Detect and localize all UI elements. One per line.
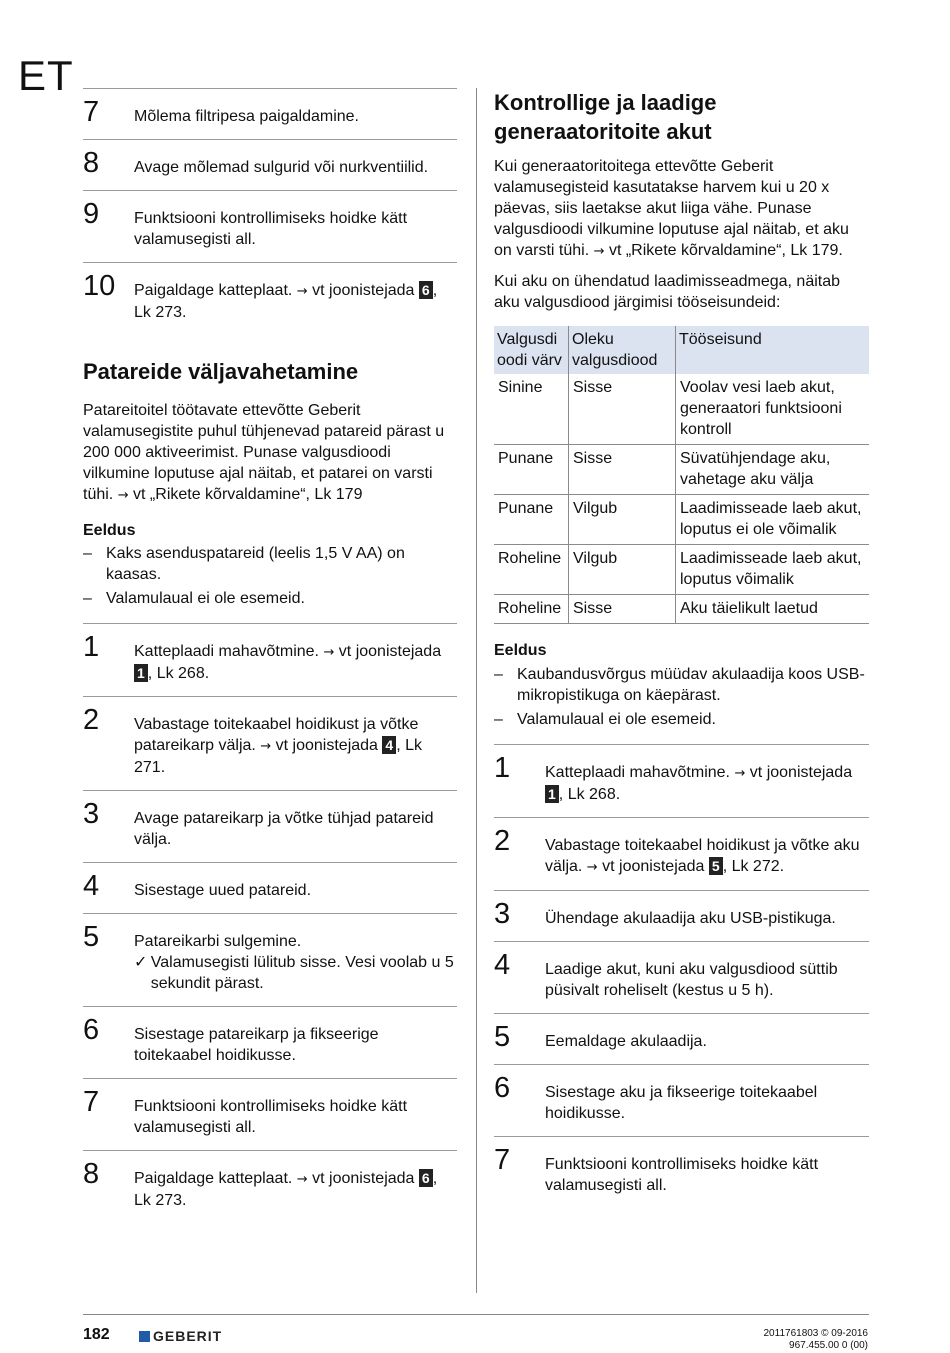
table-cell: Sisse: [569, 374, 676, 445]
step-number: 7: [83, 96, 100, 128]
list-item-text: Kaubandusvõrgus müüdav akulaadija koos USB-mikropistikuga on käepärast.: [517, 666, 865, 704]
step-text-part: Paigaldage katteplaat.: [134, 1170, 297, 1187]
step-item: [494, 1136, 869, 1208]
step-result: [134, 952, 457, 994]
step-text-part: Paigaldage katteplaat.: [134, 282, 297, 299]
step-text-part: Katteplaadi mahavõtmine.: [545, 764, 735, 781]
figure-reference[interactable]: 4: [382, 736, 396, 754]
step-text-part: vt joonistejada: [307, 282, 419, 299]
step-text-part: vt joonistejada: [745, 764, 853, 781]
arrow-right-icon: →: [734, 766, 746, 781]
table-row: [494, 374, 869, 445]
dash-bullet: –: [494, 666, 503, 683]
step-number: 1: [494, 752, 511, 784]
step-text: Sisestage patareikarp ja fikseerige toitekaabel hoidikusse.: [134, 1026, 379, 1064]
step-item: [494, 941, 869, 1013]
step-text-part: , Lk 273.: [134, 282, 438, 321]
dash-bullet: –: [83, 545, 92, 562]
column-header: Valgusdi oodi värv: [494, 326, 569, 374]
step-item: [83, 913, 457, 1006]
table-row: [494, 495, 869, 545]
intro-paragraph: [83, 400, 457, 506]
step-text: Funktsiooni kontrollimiseks hoidke kätt valamusegisti all.: [545, 1156, 819, 1194]
step-text-part: vt joonistejada: [334, 643, 442, 660]
document-version: 967.455.00 0 (00): [789, 1340, 868, 1351]
table-cell: Vilgub: [569, 495, 676, 545]
step-item: [83, 1150, 457, 1223]
step-text: Laadige akut, kuni aku valgusdiood süttib püsivalt roheliselt (kestus u 5 h).: [545, 961, 838, 999]
step-number: 3: [494, 898, 511, 930]
step-text-part: Vabastage toitekaabel hoidikust ja võtke patareikarp välja.: [134, 716, 419, 754]
arrow-right-icon: →: [323, 645, 335, 660]
step-text: [134, 271, 457, 323]
table-cell: Aku täielikult laetud: [676, 595, 870, 624]
prerequisite-list: [83, 543, 457, 609]
step-text: Avage patareikarp ja võtke tühjad patareid välja.: [134, 810, 434, 848]
step-text: Eemaldage akulaadija.: [545, 1033, 707, 1050]
intro-text: Kui generaatoritoitega ettevõtte Geberit valamusegisteid kasutatakse harvem kui u 20 x päevas, siis laetakse akut liiga vähe. Punase valgusdioodi vilkumine loputuse ajal näitab, et aku on varsti tühi.: [494, 158, 849, 259]
dash-bullet: –: [83, 590, 92, 607]
cross-reference[interactable]: vt „Rikete kõrvaldamine“, Lk 179: [128, 486, 363, 503]
step-item: [83, 862, 457, 913]
step-item: [494, 890, 869, 941]
table-cell: Punane: [494, 495, 569, 545]
step-text: [134, 705, 457, 778]
status-table: [494, 326, 869, 624]
footer-divider: [83, 1314, 869, 1315]
step-text: Funktsiooni kontrollimiseks hoidke kätt valamusegisti all.: [134, 210, 408, 248]
list-item: [83, 588, 457, 609]
step-number: 1: [83, 631, 100, 663]
step-number: 8: [83, 147, 100, 179]
cross-reference[interactable]: vt „Rikete kõrvaldamine“, Lk 179.: [604, 242, 843, 259]
step-item: [494, 817, 869, 890]
section-title: Patareide väljavahetamine: [83, 359, 359, 384]
step-text: Ühendage akulaadija aku USB-pistikuga.: [545, 910, 836, 927]
step-text-part: Vabastage toitekaabel hoidikust ja võtke aku välja.: [545, 837, 860, 875]
step-number: 6: [494, 1072, 511, 1104]
step-item: [83, 190, 457, 262]
figure-reference[interactable]: 1: [134, 664, 148, 682]
step-item: [83, 623, 457, 696]
step-number: 5: [83, 921, 100, 953]
figure-reference[interactable]: 1: [545, 785, 559, 803]
prerequisite-list: [494, 664, 869, 730]
step-number: 7: [83, 1086, 100, 1118]
step-number: 9: [83, 198, 100, 230]
step-text: Mõlema filtripesa paigaldamine.: [134, 108, 359, 125]
step-number: 4: [83, 870, 100, 902]
table-cell: Sisse: [569, 595, 676, 624]
step-text-part: vt joonistejada: [271, 737, 383, 754]
arrow-right-icon: →: [296, 1172, 308, 1187]
step-text: [545, 826, 869, 878]
arrow-right-icon: →: [260, 739, 272, 754]
step-number: 2: [494, 825, 511, 857]
step-text: [134, 632, 457, 684]
table-cell: Vilgub: [569, 545, 676, 595]
list-item-text: Valamulaual ei ole esemeid.: [106, 590, 305, 607]
step-item: [83, 88, 457, 139]
step-number: 10: [83, 270, 116, 302]
step-text-part: , Lk 272.: [722, 858, 785, 875]
step-text: Sisestage aku ja fikseerige toitekaabel hoidikusse.: [545, 1084, 818, 1122]
geberit-logo: [139, 1328, 222, 1344]
list-item: [83, 543, 457, 585]
page-number: 182: [83, 1326, 110, 1343]
table-cell: Laadimisseade laeb akut, loputus ei ole võimalik: [676, 495, 870, 545]
step-item: [83, 696, 457, 790]
table-row: [494, 445, 869, 495]
table-cell: Sisse: [569, 445, 676, 495]
table-row: [494, 545, 869, 595]
step-number: 3: [83, 798, 100, 830]
table-cell: Sinine: [494, 374, 569, 445]
arrow-right-icon: →: [117, 488, 129, 503]
step-number: 2: [83, 704, 100, 736]
left-column: [83, 88, 457, 1223]
table-cell: Voolav vesi laeb akut, generaatori funktsiooni kontroll: [676, 374, 870, 445]
step-text-part: Katteplaadi mahavõtmine.: [134, 643, 324, 660]
step-item: [83, 262, 457, 335]
step-item: [83, 1006, 457, 1078]
column-header: Tööseisund: [676, 326, 870, 374]
logo-text: GEBERIT: [153, 1328, 223, 1344]
document-number: 2011761803 © 09-2016: [763, 1328, 868, 1339]
language-code: ET: [18, 52, 74, 99]
step-item: [83, 790, 457, 862]
checkmark-icon: ✓: [134, 954, 148, 971]
list-item-text: Valamulaual ei ole esemeid.: [517, 711, 716, 728]
column-divider: [476, 88, 477, 1293]
step-item: [83, 1078, 457, 1150]
step-text: [545, 753, 869, 805]
step-item: [494, 1013, 869, 1064]
table-row: [494, 595, 869, 624]
step-number: 8: [83, 1158, 100, 1190]
intro-paragraph: [494, 156, 869, 262]
step-text: [134, 922, 457, 994]
logo-square-icon: [139, 1331, 150, 1342]
step-item: [494, 744, 869, 817]
list-item: [494, 709, 869, 730]
step-text: [134, 1159, 457, 1211]
step-item: [494, 1064, 869, 1136]
step-number: 4: [494, 949, 511, 981]
dash-bullet: –: [494, 711, 503, 728]
table-header-row: [494, 326, 869, 374]
step-item: [83, 139, 457, 190]
table-cell: Laadimisseade laeb akut, loputus võimalik: [676, 545, 870, 595]
table-cell: Roheline: [494, 595, 569, 624]
list-item-text: Kaks asenduspatareid (leelis 1,5 V AA) on kaasas.: [106, 545, 405, 583]
arrow-right-icon: →: [593, 244, 605, 259]
step-number: 7: [494, 1144, 511, 1176]
figure-reference[interactable]: 6: [419, 281, 433, 299]
step-text: Avage mõlemad sulgurid või nurkventiilid.: [134, 159, 429, 176]
step-number: 5: [494, 1021, 511, 1053]
step-text-part: Patareikarbi sulgemine.: [134, 933, 302, 950]
arrow-right-icon: →: [296, 284, 308, 299]
intro-text: Patareitoitel töötavate ettevõtte Geberit valamusegistite puhul tühjenevad patareid pärast u 200 000 aktiveerimist. Punase valgusdioodi vilkumine loputuse ajal näitab, et patarei on varsti tühi.: [83, 402, 445, 503]
column-header: Oleku valgusdiood: [569, 326, 676, 374]
step-text-part: , Lk 268.: [558, 786, 621, 803]
table-cell: Punane: [494, 445, 569, 495]
list-item: [494, 664, 869, 706]
step-text-part: vt joonistejada: [597, 858, 709, 875]
result-text: Valamusegisti lülitub sisse. Vesi voolab u 5 sekundit pärast.: [150, 954, 454, 992]
document-info: [764, 1328, 869, 1352]
step-text-part: , Lk 271.: [134, 737, 422, 776]
step-number: 6: [83, 1014, 100, 1046]
table-cell: Süvatühjendage aku, vahetage aku välja: [676, 445, 870, 495]
arrow-right-icon: →: [586, 860, 598, 875]
figure-reference[interactable]: 6: [419, 1169, 433, 1187]
step-text-part: , Lk 268.: [147, 665, 210, 682]
prerequisite-title: Eeldus: [83, 522, 136, 539]
section-title: Kontrollige ja laadige generaatoritoite akut: [494, 90, 717, 144]
step-text-part: vt joonistejada: [307, 1170, 419, 1187]
step-text: Sisestage uued patareid.: [134, 882, 312, 899]
prerequisite-title: Eeldus: [494, 642, 547, 659]
table-cell: Roheline: [494, 545, 569, 595]
intro-paragraph-2: Kui aku on ühendatud laadimisseadmega, näitab aku valgusdiood järgimisi tööseisundeid:: [494, 273, 841, 311]
step-text: Funktsiooni kontrollimiseks hoidke kätt valamusegisti all.: [134, 1098, 408, 1136]
right-column: [494, 88, 869, 1208]
step-text-part: , Lk 273.: [134, 1170, 438, 1209]
figure-reference[interactable]: 5: [709, 857, 723, 875]
